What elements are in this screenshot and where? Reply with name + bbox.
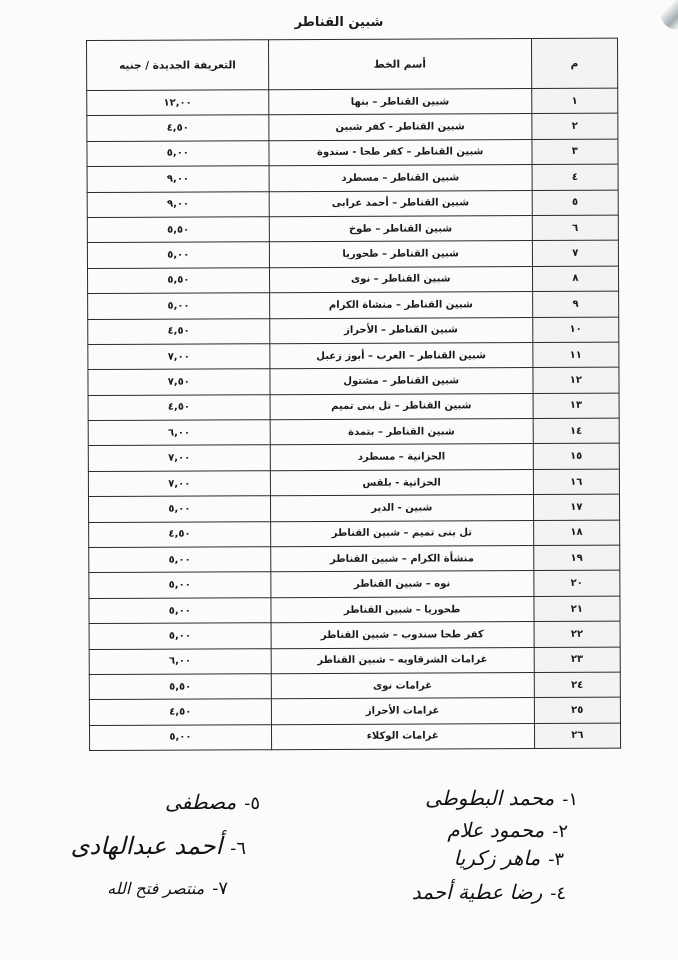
row-number: ٢١: [534, 596, 620, 622]
row-line-name: شبين القناطر – بتمدة: [270, 419, 533, 446]
table-row: [89, 621, 620, 649]
row-line-name: شبين القناطر – العرب – أبوز زعبل: [270, 342, 533, 369]
signature-number: ٧-: [212, 878, 228, 899]
table-row: [87, 266, 618, 294]
table-row: [87, 241, 618, 269]
row-number: ٢٤: [534, 672, 620, 698]
row-fare: ٩,٠٠: [87, 166, 269, 192]
table-header-row: [87, 38, 618, 90]
row-line-name: شبين - الدير: [270, 495, 533, 522]
row-number: ٧: [532, 241, 618, 267]
row-number: ١٧: [533, 494, 619, 520]
row-number: ٤: [532, 164, 618, 190]
row-line-name: شبين القناطر – منشاة الكرام: [269, 292, 532, 319]
row-line-name: تل بنى تميم – شبين القناطر: [270, 520, 533, 547]
row-fare: ٥,٥٠: [89, 674, 271, 700]
row-line-name: طحوريا – شبين القناطر: [271, 596, 534, 623]
row-number: ٢٥: [534, 698, 620, 724]
row-number: ١٩: [533, 545, 619, 571]
row-line-name: شبين القناطر – مشتول: [270, 368, 533, 395]
table-row: [89, 723, 620, 751]
table-row: [88, 494, 619, 522]
table-row: [88, 444, 619, 472]
signatures-block: [0, 780, 678, 960]
row-number: ٢٦: [534, 723, 620, 749]
table-row: [88, 393, 619, 421]
row-line-name: غرامات نوى: [271, 673, 534, 700]
row-fare: ٦,٠٠: [89, 648, 271, 674]
row-fare: ٤,٥٠: [88, 394, 270, 420]
row-fare: ٧,٠٠: [88, 471, 270, 497]
row-fare: ٤,٥٠: [88, 318, 270, 344]
table-row: [88, 317, 619, 345]
row-number: ١١: [533, 342, 619, 368]
row-fare: ٤,٥٠: [89, 699, 271, 725]
row-fare: ٩,٠٠: [87, 191, 269, 217]
signature-name: محمد البطوطى: [425, 786, 555, 810]
row-number: ١٨: [533, 520, 619, 546]
signature-number: ٤-: [550, 883, 566, 904]
table-row: [89, 545, 620, 573]
row-fare: ٧,٠٠: [88, 344, 270, 370]
row-number: ١٦: [533, 469, 619, 495]
row-fare: ٥,٠٠: [88, 293, 270, 319]
row-fare: ٥,٠٠: [89, 572, 271, 598]
signature-name: رضا عطية أحمد: [411, 880, 543, 904]
row-line-name: شبين القناطر – طوخ: [269, 216, 532, 243]
row-number: ١٣: [533, 393, 619, 419]
row-fare: ٤,٥٠: [87, 115, 269, 141]
row-line-name: غرامات الشرقاويه – شبين القناطر: [271, 647, 534, 674]
signature-name: أحمد عبدالهادى: [70, 832, 223, 860]
row-number: ١٢: [533, 367, 619, 393]
row-number: ١٥: [533, 444, 619, 470]
signature-7: [107, 878, 228, 899]
row-fare: ٥,٠٠: [87, 242, 269, 268]
row-fare: ٥,٠٠: [89, 724, 271, 750]
signature-number: ٥-: [244, 793, 260, 814]
row-line-name: شبين القناطر – الأحراز: [269, 317, 532, 344]
row-fare: ٤,٥٠: [89, 521, 271, 547]
signature-3: [454, 846, 564, 870]
row-line-name: غرامات الوكلاء: [271, 723, 534, 750]
row-line-name: منشأة الكرام – شبين القناطر: [270, 546, 533, 573]
row-number: ٨: [532, 266, 618, 292]
row-line-name: نوه – شبين القناطر: [271, 571, 534, 598]
table-row: [89, 647, 620, 675]
table-row: [87, 114, 618, 142]
row-line-name: شبين القناطر – بنها: [268, 89, 531, 116]
row-number: ٩: [532, 291, 618, 317]
signature-5: [165, 790, 260, 814]
row-fare: ٥,٥٠: [87, 217, 269, 243]
row-line-name: غرامات الأحراز: [271, 698, 534, 725]
row-number: ١٠: [532, 317, 618, 343]
row-number: ٢٣: [534, 647, 620, 673]
signature-name: مصطفى: [164, 790, 237, 814]
table-row: [88, 418, 619, 446]
row-line-name: الحزانية - بلقس: [270, 469, 533, 496]
row-fare: ٥,٠٠: [89, 623, 271, 649]
table-row: [87, 190, 618, 218]
row-fare: ١٢,٠٠: [87, 90, 269, 116]
row-number: ١: [531, 88, 617, 114]
table-row: [88, 367, 619, 395]
row-fare: ٥,٥٠: [87, 267, 269, 293]
row-number: ٢٢: [534, 621, 620, 647]
table-row: [87, 215, 618, 243]
signature-2: [447, 818, 568, 842]
signature-name: ماهر زكريا: [453, 846, 541, 870]
signature-number: ٣-: [548, 849, 564, 870]
header-fare: التعريفة الجديدة / جنيه: [87, 40, 269, 91]
signature-name: منتصر فتح الله: [107, 879, 205, 898]
table-row: [89, 672, 620, 700]
row-number: ٢: [532, 114, 618, 140]
signature-4: [412, 880, 566, 904]
table-row: [87, 88, 618, 116]
row-line-name: شبين القناطر – كفر طحا - سندوة: [269, 139, 532, 166]
table-row: [88, 342, 619, 370]
signature-number: ١-: [562, 789, 578, 810]
signature-number: ٦-: [230, 838, 246, 859]
header-number: م: [531, 38, 618, 88]
row-line-name: شبين القناطر – أحمد عرابى: [269, 190, 532, 217]
row-line-name: شبين القناطر – مسطرد: [269, 165, 532, 192]
row-line-name: كفر طحا سندوب – شبين القناطر: [271, 622, 534, 649]
table-row: [88, 291, 619, 319]
row-number: ١٤: [533, 418, 619, 444]
signature-name: محمود علام: [447, 818, 545, 842]
row-number: ٦: [532, 215, 618, 241]
row-line-name: شبين القناطر – طحوريا: [269, 241, 532, 268]
table-row: [87, 139, 618, 167]
row-number: ٢٠: [534, 571, 620, 597]
row-fare: ٥,٠٠: [89, 598, 271, 624]
row-number: ٣: [532, 139, 618, 165]
table-row: [87, 164, 618, 192]
row-line-name: شبين القناطر – تل بنى تميم: [270, 393, 533, 420]
signature-1: [425, 786, 578, 810]
row-fare: ٧,٥٠: [88, 369, 270, 395]
row-fare: ٧,٠٠: [88, 445, 270, 471]
row-line-name: الحزانية – مسطرد: [270, 444, 533, 471]
row-number: ٥: [532, 190, 618, 216]
row-line-name: شبين القناطر - كفر شبين: [269, 114, 532, 141]
table-row: [89, 698, 620, 726]
table-row: [88, 469, 619, 497]
row-fare: ٥,٠٠: [89, 547, 271, 573]
header-line-name: أسم الخط: [268, 39, 531, 90]
row-fare: ٥,٠٠: [87, 140, 269, 166]
signature-6: [71, 832, 246, 860]
signature-number: ٢-: [552, 821, 568, 842]
row-fare: ٥,٠٠: [88, 496, 270, 522]
fare-table: [86, 38, 621, 751]
document-title: شبين القناطر: [294, 15, 384, 30]
table-row: [89, 520, 620, 548]
row-fare: ٦,٠٠: [88, 420, 270, 446]
table-row: [89, 596, 620, 624]
fare-table-body: [87, 88, 621, 750]
row-line-name: شبين القناطر – نوى: [269, 266, 532, 293]
table-row: [89, 571, 620, 599]
